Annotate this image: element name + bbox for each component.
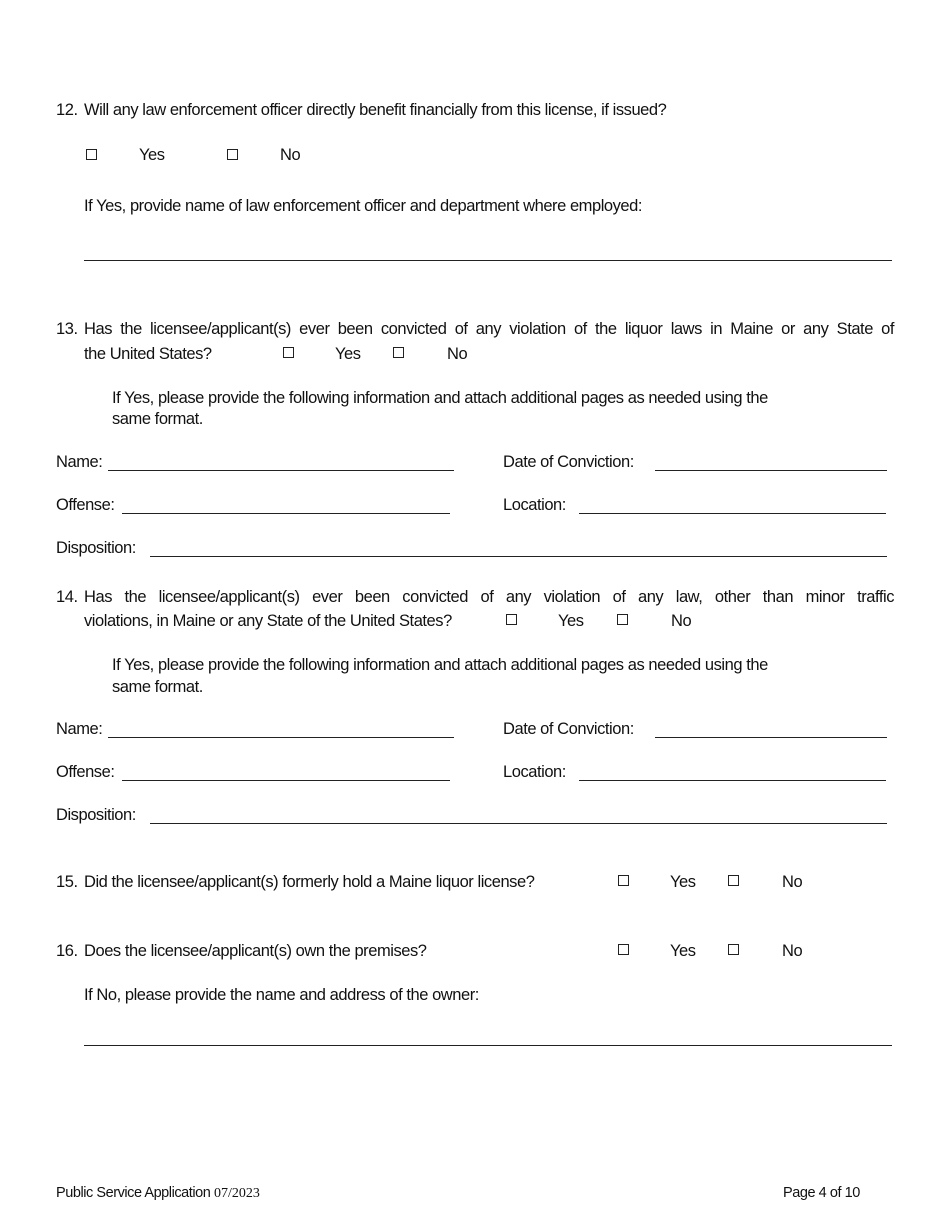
q12-question: Will any law enforcement officer directly benefit financially from this license, if issued? bbox=[84, 101, 667, 119]
q14-yes-checkbox[interactable] bbox=[506, 614, 517, 625]
q15-no-checkbox[interactable] bbox=[728, 875, 739, 886]
q13-instruction-line2: same format. bbox=[112, 410, 203, 428]
q12-no-checkbox[interactable] bbox=[227, 149, 238, 160]
q14-disposition-label: Disposition: bbox=[56, 806, 136, 824]
q13-question-line1: Has the licensee/applicant(s) ever been convicted of any violation of the liquor laws in Maine or any State of bbox=[84, 320, 894, 338]
q13-date-label: Date of Conviction: bbox=[503, 453, 634, 471]
q14-question-line1: Has the licensee/applicant(s) ever been convicted of any violation of any law, other than minor traffic bbox=[84, 588, 894, 606]
q13-offense-label: Offense: bbox=[56, 496, 115, 514]
q16-number: 16. bbox=[56, 942, 78, 960]
q13-offense-field[interactable] bbox=[122, 513, 450, 514]
q12-yes-checkbox[interactable] bbox=[86, 149, 97, 160]
q13-instruction-line1: If Yes, please provide the following information and attach additional pages as needed using the bbox=[112, 389, 768, 407]
q13-yes-label: Yes bbox=[335, 345, 361, 363]
q12-followup: If Yes, provide name of law enforcement officer and department where employed: bbox=[84, 197, 643, 215]
footer-form-id bbox=[56, 1183, 260, 1204]
q13-no-checkbox[interactable] bbox=[393, 347, 404, 358]
q15-yes-checkbox[interactable] bbox=[618, 875, 629, 886]
q13-name-field[interactable] bbox=[108, 470, 454, 471]
q14-disposition-field[interactable] bbox=[150, 823, 887, 824]
q14-question-line2: violations, in Maine or any State of the United States? bbox=[84, 612, 452, 630]
q16-owner-field[interactable] bbox=[84, 1045, 892, 1046]
q14-offense-field[interactable] bbox=[122, 780, 450, 781]
q16-yes-checkbox[interactable] bbox=[618, 944, 629, 955]
q14-name-field[interactable] bbox=[108, 737, 454, 738]
q12-no-label: No bbox=[280, 146, 301, 164]
q15-number: 15. bbox=[56, 873, 78, 891]
q15-question: Did the licensee/applicant(s) formerly hold a Maine liquor license? bbox=[84, 873, 535, 891]
footer-page-number: Page 4 of 10 bbox=[783, 1185, 860, 1201]
q12-officer-field[interactable] bbox=[84, 260, 892, 261]
q14-date-label: Date of Conviction: bbox=[503, 720, 634, 738]
q13-disposition-label: Disposition: bbox=[56, 539, 136, 557]
q14-no-label: No bbox=[671, 612, 692, 630]
q14-name-label: Name: bbox=[56, 720, 103, 738]
q16-question: Does the licensee/applicant(s) own the premises? bbox=[84, 942, 427, 960]
q13-name-label: Name: bbox=[56, 453, 103, 471]
q14-instruction-line1: If Yes, please provide the following information and attach additional pages as needed using the bbox=[112, 656, 768, 674]
q13-number: 13. bbox=[56, 320, 78, 338]
q16-followup: If No, please provide the name and address of the owner: bbox=[84, 986, 479, 1004]
q14-date-field[interactable] bbox=[655, 737, 887, 738]
q13-disposition-field[interactable] bbox=[150, 556, 887, 557]
q14-instruction-line2: same format. bbox=[112, 678, 203, 696]
q15-yes-label: Yes bbox=[670, 873, 696, 891]
q12-number: 12. bbox=[56, 101, 78, 119]
footer-form-date: 07/2023 bbox=[213, 1186, 260, 1201]
q14-offense-label: Offense: bbox=[56, 763, 115, 781]
q14-yes-label: Yes bbox=[558, 612, 584, 630]
q13-yes-checkbox[interactable] bbox=[283, 347, 294, 358]
q14-location-field[interactable] bbox=[579, 780, 886, 781]
q15-no-label: No bbox=[782, 873, 803, 891]
q13-location-field[interactable] bbox=[579, 513, 886, 514]
q13-no-label: No bbox=[447, 345, 468, 363]
q14-no-checkbox[interactable] bbox=[617, 614, 628, 625]
q16-yes-label: Yes bbox=[670, 942, 696, 960]
q13-location-label: Location: bbox=[503, 496, 566, 514]
q12-yes-label: Yes bbox=[139, 146, 165, 164]
q14-number: 14. bbox=[56, 588, 78, 606]
q16-no-checkbox[interactable] bbox=[728, 944, 739, 955]
q16-no-label: No bbox=[782, 942, 803, 960]
q14-location-label: Location: bbox=[503, 763, 566, 781]
footer-form-name: Public Service Application bbox=[56, 1185, 211, 1201]
q13-date-field[interactable] bbox=[655, 470, 887, 471]
q13-question-line2: the United States? bbox=[84, 345, 212, 363]
